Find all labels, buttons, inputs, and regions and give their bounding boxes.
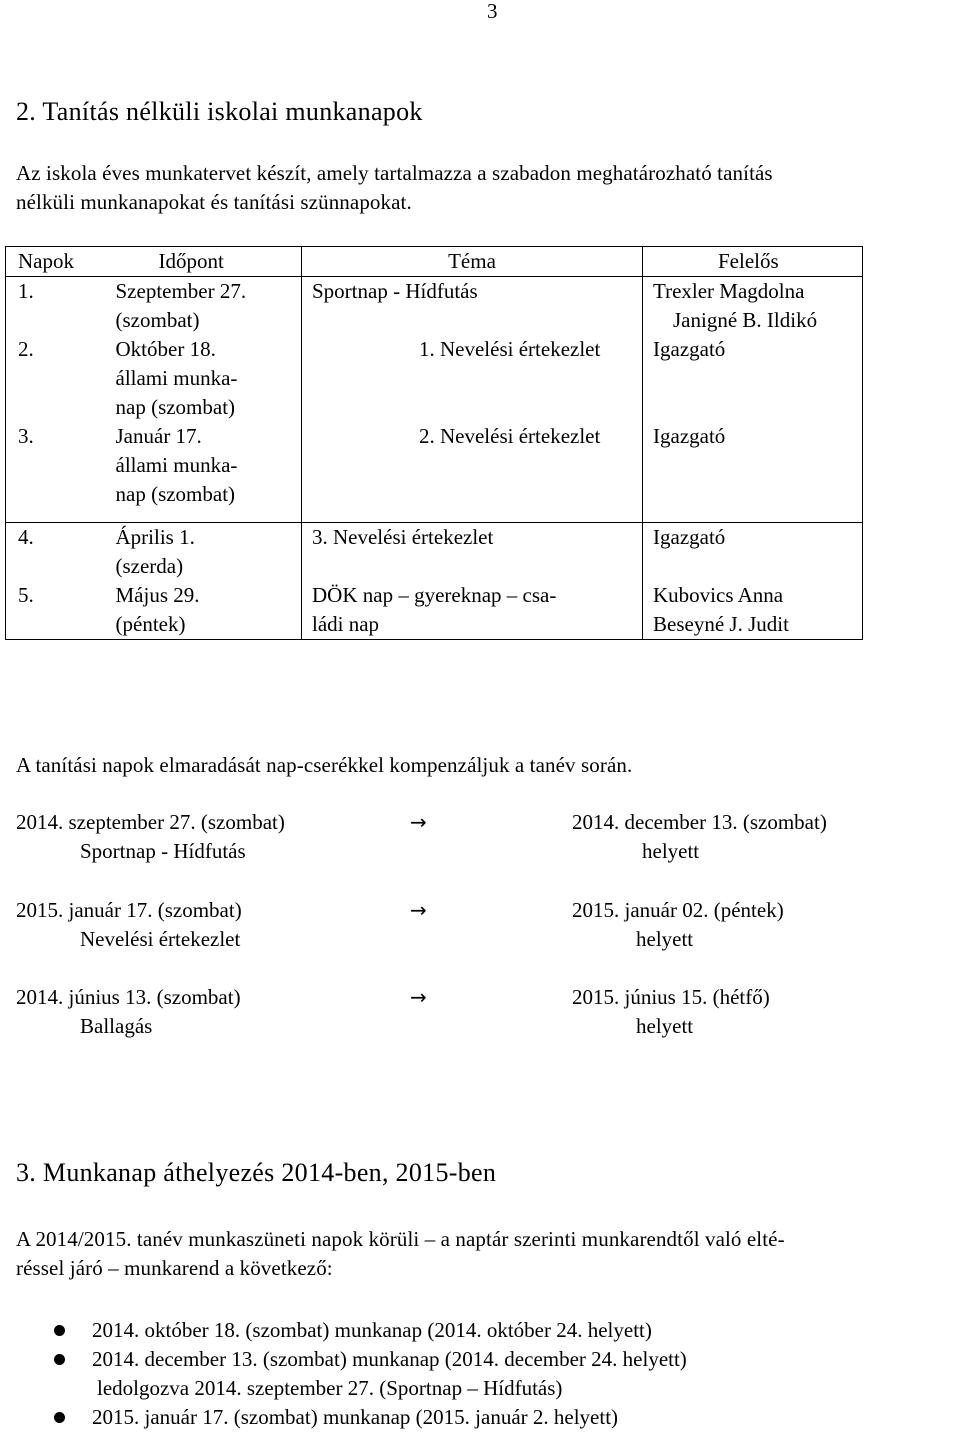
- section-2-heading: 2. Tanítás nélküli iskolai munkanapok: [16, 97, 423, 126]
- compensation-to-date: 2015. június 15. (hétfő): [572, 985, 770, 1009]
- row-date-note-2: nap (szombat): [115, 482, 236, 506]
- row-date-note: (szerda): [115, 554, 184, 578]
- compensation-from-date: 2015. január 17. (szombat): [16, 898, 242, 922]
- header-felelos: Felelős: [643, 247, 863, 277]
- compensation-from-date: 2014. június 13. (szombat): [16, 985, 241, 1009]
- page-number: 3: [487, 0, 498, 23]
- row-date: Szeptember 27.: [115, 279, 247, 303]
- list-item-text: 2014. december 13. (szombat) munkanap (2014. december 24. helyett): [92, 1347, 687, 1371]
- right-arrow-icon: →: [410, 985, 427, 1009]
- right-arrow-icon: →: [410, 898, 427, 922]
- row-number: 2.: [6, 335, 99, 422]
- table-header-row: [6, 247, 863, 277]
- compensation-from-label: Sportnap - Hídfutás: [80, 839, 246, 863]
- header-tema: Téma: [302, 247, 643, 277]
- row-topic-2: ládi nap: [312, 612, 380, 636]
- row-topic: Sportnap - Hídfutás: [312, 279, 478, 303]
- compensation-to-label: helyett: [642, 839, 700, 863]
- row-topic: 2. Nevelési értekezlet: [419, 424, 601, 448]
- section-2-intro-line-2: nélküli munkanapokat és tanítási szünnapokat.: [16, 190, 412, 214]
- row-responsible-2: Beseyné J. Judit: [653, 612, 789, 636]
- compensation-from-label: Ballagás: [80, 1014, 153, 1038]
- section-2-intro-line-1: Az iskola éves munkatervet készít, amely tartalmazza a szabadon meghatározható tanítás: [16, 161, 773, 185]
- row-responsible-2: Janigné B. Ildikó: [673, 308, 818, 332]
- row-date: Április 1.: [115, 525, 195, 549]
- table-row: [6, 422, 863, 523]
- row-responsible: Kubovics Anna: [653, 583, 784, 607]
- compensation-intro: A tanítási napok elmaradását nap-cserékkel kompenzáljuk a tanév során.: [16, 753, 633, 777]
- table-row: [6, 523, 863, 582]
- table-row: [6, 335, 863, 422]
- section-3-intro-line-1: A 2014/2015. tanév munkaszüneti napok körüli – a naptár szerinti munkarendtől való elté-: [16, 1227, 785, 1251]
- compensation-to-label: helyett: [636, 1014, 694, 1038]
- row-date: Október 18.: [115, 337, 216, 361]
- bullet-icon: [54, 1354, 65, 1365]
- row-date-note: állami munka-: [115, 366, 238, 390]
- compensation-to-label: helyett: [636, 927, 694, 951]
- list-item-subtext: ledolgozva 2014. szeptember 27. (Sportnap – Hídfutás): [97, 1376, 563, 1400]
- row-date-note-2: nap (szombat): [115, 395, 236, 419]
- section-3-intro-line-2: réssel járó – munkarend a következő:: [16, 1256, 333, 1280]
- list-item-text: 2015. január 17. (szombat) munkanap (2015. január 2. helyett): [92, 1405, 619, 1429]
- list-item: [0, 1345, 960, 1403]
- row-date-note: (szombat): [115, 308, 200, 332]
- list-item-text: 2014. október 18. (szombat) munkanap (2014. október 24. helyett): [92, 1318, 652, 1342]
- row-date: Január 17.: [115, 424, 202, 448]
- row-responsible: Trexler Magdolna: [653, 279, 805, 303]
- compensation-to-date: 2015. január 02. (péntek): [572, 898, 784, 922]
- workday-transfer-list: [0, 1316, 960, 1432]
- compensation-from-date: 2014. szeptember 27. (szombat): [16, 810, 285, 834]
- row-date-note: (péntek): [115, 612, 186, 636]
- row-number: 5.: [6, 581, 99, 640]
- table-row: [6, 581, 863, 640]
- right-arrow-icon: →: [410, 810, 427, 834]
- row-responsible: Igazgató: [653, 424, 726, 448]
- row-responsible: Igazgató: [653, 337, 726, 361]
- compensation-from-label: Nevelési értekezlet: [80, 927, 241, 951]
- row-topic: 3. Nevelési értekezlet: [312, 525, 494, 549]
- schedule-table: [5, 246, 863, 640]
- header-idopont: Időpont: [99, 247, 302, 277]
- compensation-to-date: 2014. december 13. (szombat): [572, 810, 827, 834]
- list-item: [0, 1316, 960, 1345]
- bullet-icon: [54, 1325, 65, 1336]
- row-date: Május 29.: [115, 583, 200, 607]
- row-topic: DÖK nap – gyereknap – csa-: [312, 583, 557, 607]
- row-responsible: Igazgató: [653, 525, 726, 549]
- row-topic: 1. Nevelési értekezlet: [419, 337, 601, 361]
- bullet-icon: [54, 1412, 65, 1423]
- row-date-note: állami munka-: [115, 453, 238, 477]
- table-row: [6, 277, 863, 336]
- row-number: 4.: [6, 523, 99, 582]
- section-3-heading: 3. Munkanap áthelyezés 2014-ben, 2015-ben: [16, 1158, 497, 1187]
- row-number: 1.: [6, 277, 99, 336]
- list-item: [0, 1403, 960, 1432]
- row-number: 3.: [6, 422, 99, 523]
- header-napok: Napok: [6, 247, 99, 277]
